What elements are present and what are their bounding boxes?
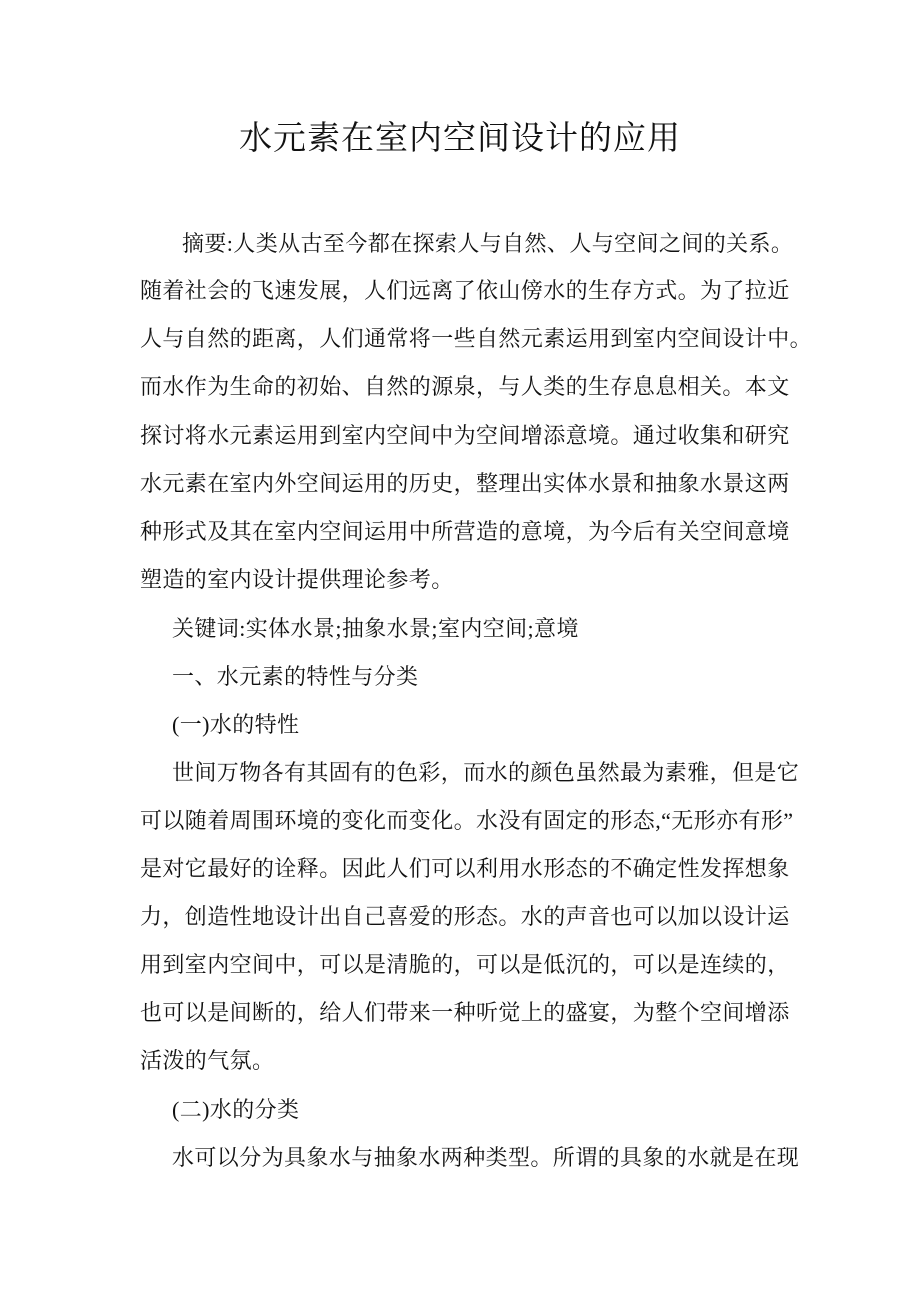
paragraph-line: (一)水的特性 xyxy=(172,712,300,737)
paragraph-line: 是对它最好的诠释。因此人们可以利用水形态的不确定性发挥想象 xyxy=(140,856,790,881)
paragraph-line: 摘要:人类从古至今都在探索人与自然、人与空间之间的关系。 xyxy=(182,231,794,256)
paragraph-line: 随着社会的飞速发展，人们远离了依山傍水的生存方式。为了拉近 xyxy=(140,278,790,303)
document-title: 水元素在室内空间设计的应用 xyxy=(239,121,681,157)
paragraph-line: 水元素在室内外空间运用的历史，整理出实体水景和抽象水景这两 xyxy=(140,471,790,496)
paragraph-line: (二)水的分类 xyxy=(172,1097,300,1122)
paragraph-line: 水可以分为具象水与抽象水两种类型。所谓的具象的水就是在现 xyxy=(172,1145,800,1170)
paragraph-line: 探讨将水元素运用到室内空间中为空间增添意境。通过收集和研究 xyxy=(140,423,790,448)
paragraph-line: 活泼的气氛。 xyxy=(140,1048,275,1073)
paragraph-line: 世间万物各有其固有的色彩，而水的颜色虽然最为素雅，但是它 xyxy=(172,760,800,785)
paragraph-line: 力，创造性地设计出自己喜爱的形态。水的声音也可以加以设计运 xyxy=(140,904,790,929)
paragraph-line: 人与自然的距离，人们通常将一些自然元素运用到室内空间设计中。 xyxy=(140,326,813,351)
paragraph-line: 而水作为生命的初始、自然的源泉，与人类的生存息息相关。本文 xyxy=(140,374,790,399)
paragraph-line: 用到室内空间中，可以是清脆的，可以是低沉的，可以是连续的， xyxy=(140,952,790,977)
paragraph-line: 可以随着周围环境的变化而变化。水没有固定的形态,“无形亦有形” xyxy=(140,808,794,833)
paragraph-line: 塑造的室内设计提供理论参考。 xyxy=(140,567,454,592)
paragraph-line: 关键词:实体水景;抽象水景;室内空间;意境 xyxy=(172,616,579,641)
paragraph-line: 种形式及其在室内空间运用中所营造的意境，为今后有关空间意境 xyxy=(140,519,790,544)
paragraph-line: 一、水元素的特性与分类 xyxy=(172,664,419,689)
paragraph-line: 也可以是间断的，给人们带来一种听觉上的盛宴，为整个空间增添 xyxy=(140,1000,790,1025)
